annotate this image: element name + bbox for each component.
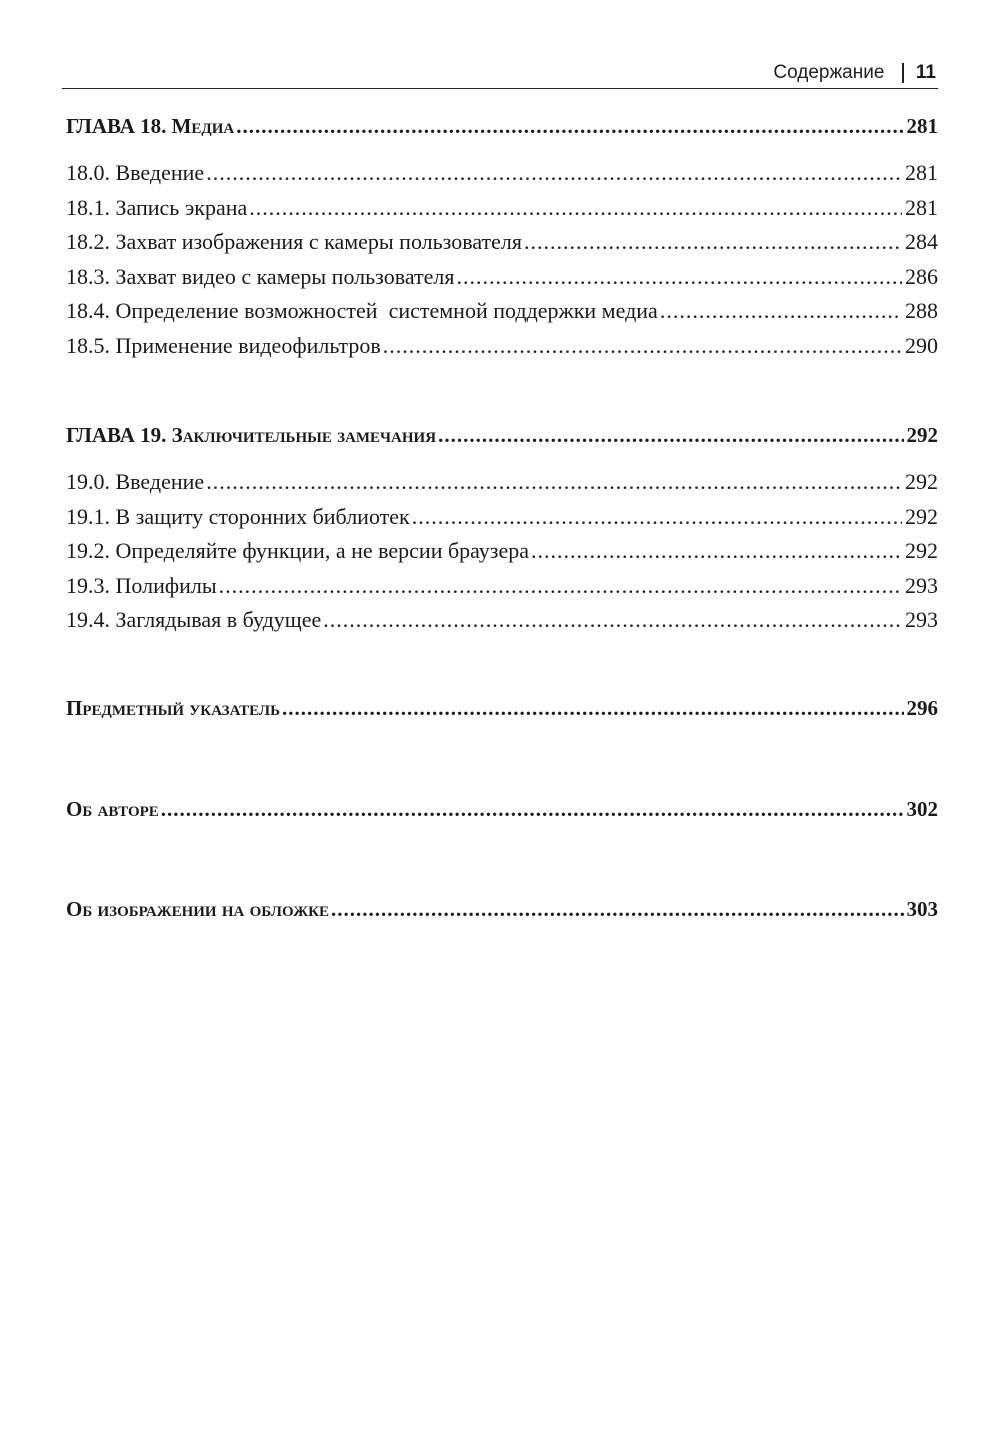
toc-entry[interactable] xyxy=(66,500,938,535)
running-head xyxy=(62,58,938,89)
toc-entry[interactable] xyxy=(66,603,938,638)
toc-section-title: Об авторе xyxy=(66,797,159,821)
toc-entry[interactable] xyxy=(66,465,938,500)
toc-chapter-title: ГЛАВА 18. Медиа xyxy=(66,114,235,138)
toc-chapter-19-items xyxy=(66,465,938,638)
toc-entry[interactable] xyxy=(66,191,938,226)
toc-entry-title: 19.1. В защиту сторонних библиотек xyxy=(66,503,410,529)
dot-leader xyxy=(412,500,902,535)
dot-leader xyxy=(457,260,903,295)
toc-entry[interactable] xyxy=(66,569,938,604)
toc-entry[interactable] xyxy=(66,156,938,191)
toc-entry-page: 293 xyxy=(905,607,938,632)
dot-leader xyxy=(206,465,902,500)
dot-leader xyxy=(331,891,904,927)
toc-section-heading[interactable] xyxy=(66,791,938,827)
dot-leader xyxy=(660,294,902,329)
toc-entry-title: 18.4. Определение возможностей системной поддержки медиа xyxy=(66,298,658,323)
toc-entry-title: 18.1. Запись экрана xyxy=(66,194,248,220)
toc-chapter-page: 292 xyxy=(906,423,938,447)
dot-leader xyxy=(383,329,902,364)
toc-section-heading[interactable] xyxy=(66,690,938,726)
toc-entry-page: 281 xyxy=(905,194,938,220)
toc-entry-title: 19.3. Полифилы xyxy=(66,572,217,598)
running-head-separator xyxy=(902,63,904,83)
dot-leader xyxy=(236,108,903,144)
toc-chapter-title: ГЛАВА 19. Заключительные замечания xyxy=(66,423,437,447)
toc-entry-page: 281 xyxy=(905,160,938,185)
toc-entry-page: 284 xyxy=(905,229,938,254)
toc-index xyxy=(66,690,938,726)
toc-entry[interactable] xyxy=(66,260,938,295)
dot-leader xyxy=(323,603,902,638)
toc-entry-title: 19.2. Определяйте функции, а не версии браузера xyxy=(66,538,530,563)
toc-section-page: 302 xyxy=(906,797,938,821)
dot-leader xyxy=(249,191,902,226)
toc-about-cover xyxy=(66,891,938,927)
dot-leader xyxy=(524,225,902,260)
running-head-content xyxy=(773,62,936,84)
toc-entry[interactable] xyxy=(66,329,938,364)
toc-entry[interactable] xyxy=(66,534,938,569)
dot-leader xyxy=(531,534,902,569)
toc-entry-page: 292 xyxy=(905,538,938,563)
toc-chapter-page: 281 xyxy=(906,114,938,138)
toc-section-title: Предметный указатель xyxy=(66,696,280,720)
running-head-title: Содержание xyxy=(773,62,885,83)
dot-leader xyxy=(282,690,904,726)
dot-leader xyxy=(219,569,902,604)
dot-leader xyxy=(206,156,902,191)
toc-section-page: 303 xyxy=(906,897,938,921)
toc-entry-page: 292 xyxy=(905,503,938,529)
toc-section-page: 296 xyxy=(906,696,938,720)
toc-entry-title: 18.2. Захват изображения с камеры пользователя xyxy=(66,229,523,254)
toc-chapter-heading[interactable] xyxy=(66,108,938,144)
dot-leader xyxy=(161,791,904,827)
toc-entry-page: 288 xyxy=(905,298,938,323)
toc-entry-page: 290 xyxy=(905,332,938,358)
toc-entry-title: 18.3. Захват видео с камеры пользователя xyxy=(66,263,455,289)
toc-about-author xyxy=(66,791,938,827)
toc-entry-page: 286 xyxy=(905,263,938,289)
toc-entry-title: 18.0. Введение xyxy=(66,160,205,185)
dot-leader xyxy=(438,417,903,453)
toc-section-title: Об изображении на обложке xyxy=(66,897,329,921)
toc-entry-title: 18.5. Применение видеофильтров xyxy=(66,332,381,358)
toc-chapter-19 xyxy=(66,417,938,453)
toc-chapter-heading[interactable] xyxy=(66,417,938,453)
toc-chapter-18-items xyxy=(66,156,938,363)
toc-entry-title: 19.4. Заглядывая в будущее xyxy=(66,607,322,632)
toc-entry-page: 292 xyxy=(905,469,938,494)
page-number: 11 xyxy=(915,62,936,83)
toc-entry-title: 19.0. Введение xyxy=(66,469,205,494)
toc-entry-page: 293 xyxy=(905,572,938,598)
toc-entry[interactable] xyxy=(66,225,938,260)
toc-entry[interactable] xyxy=(66,294,938,329)
toc-section-heading[interactable] xyxy=(66,891,938,927)
toc-chapter-18 xyxy=(66,108,938,144)
